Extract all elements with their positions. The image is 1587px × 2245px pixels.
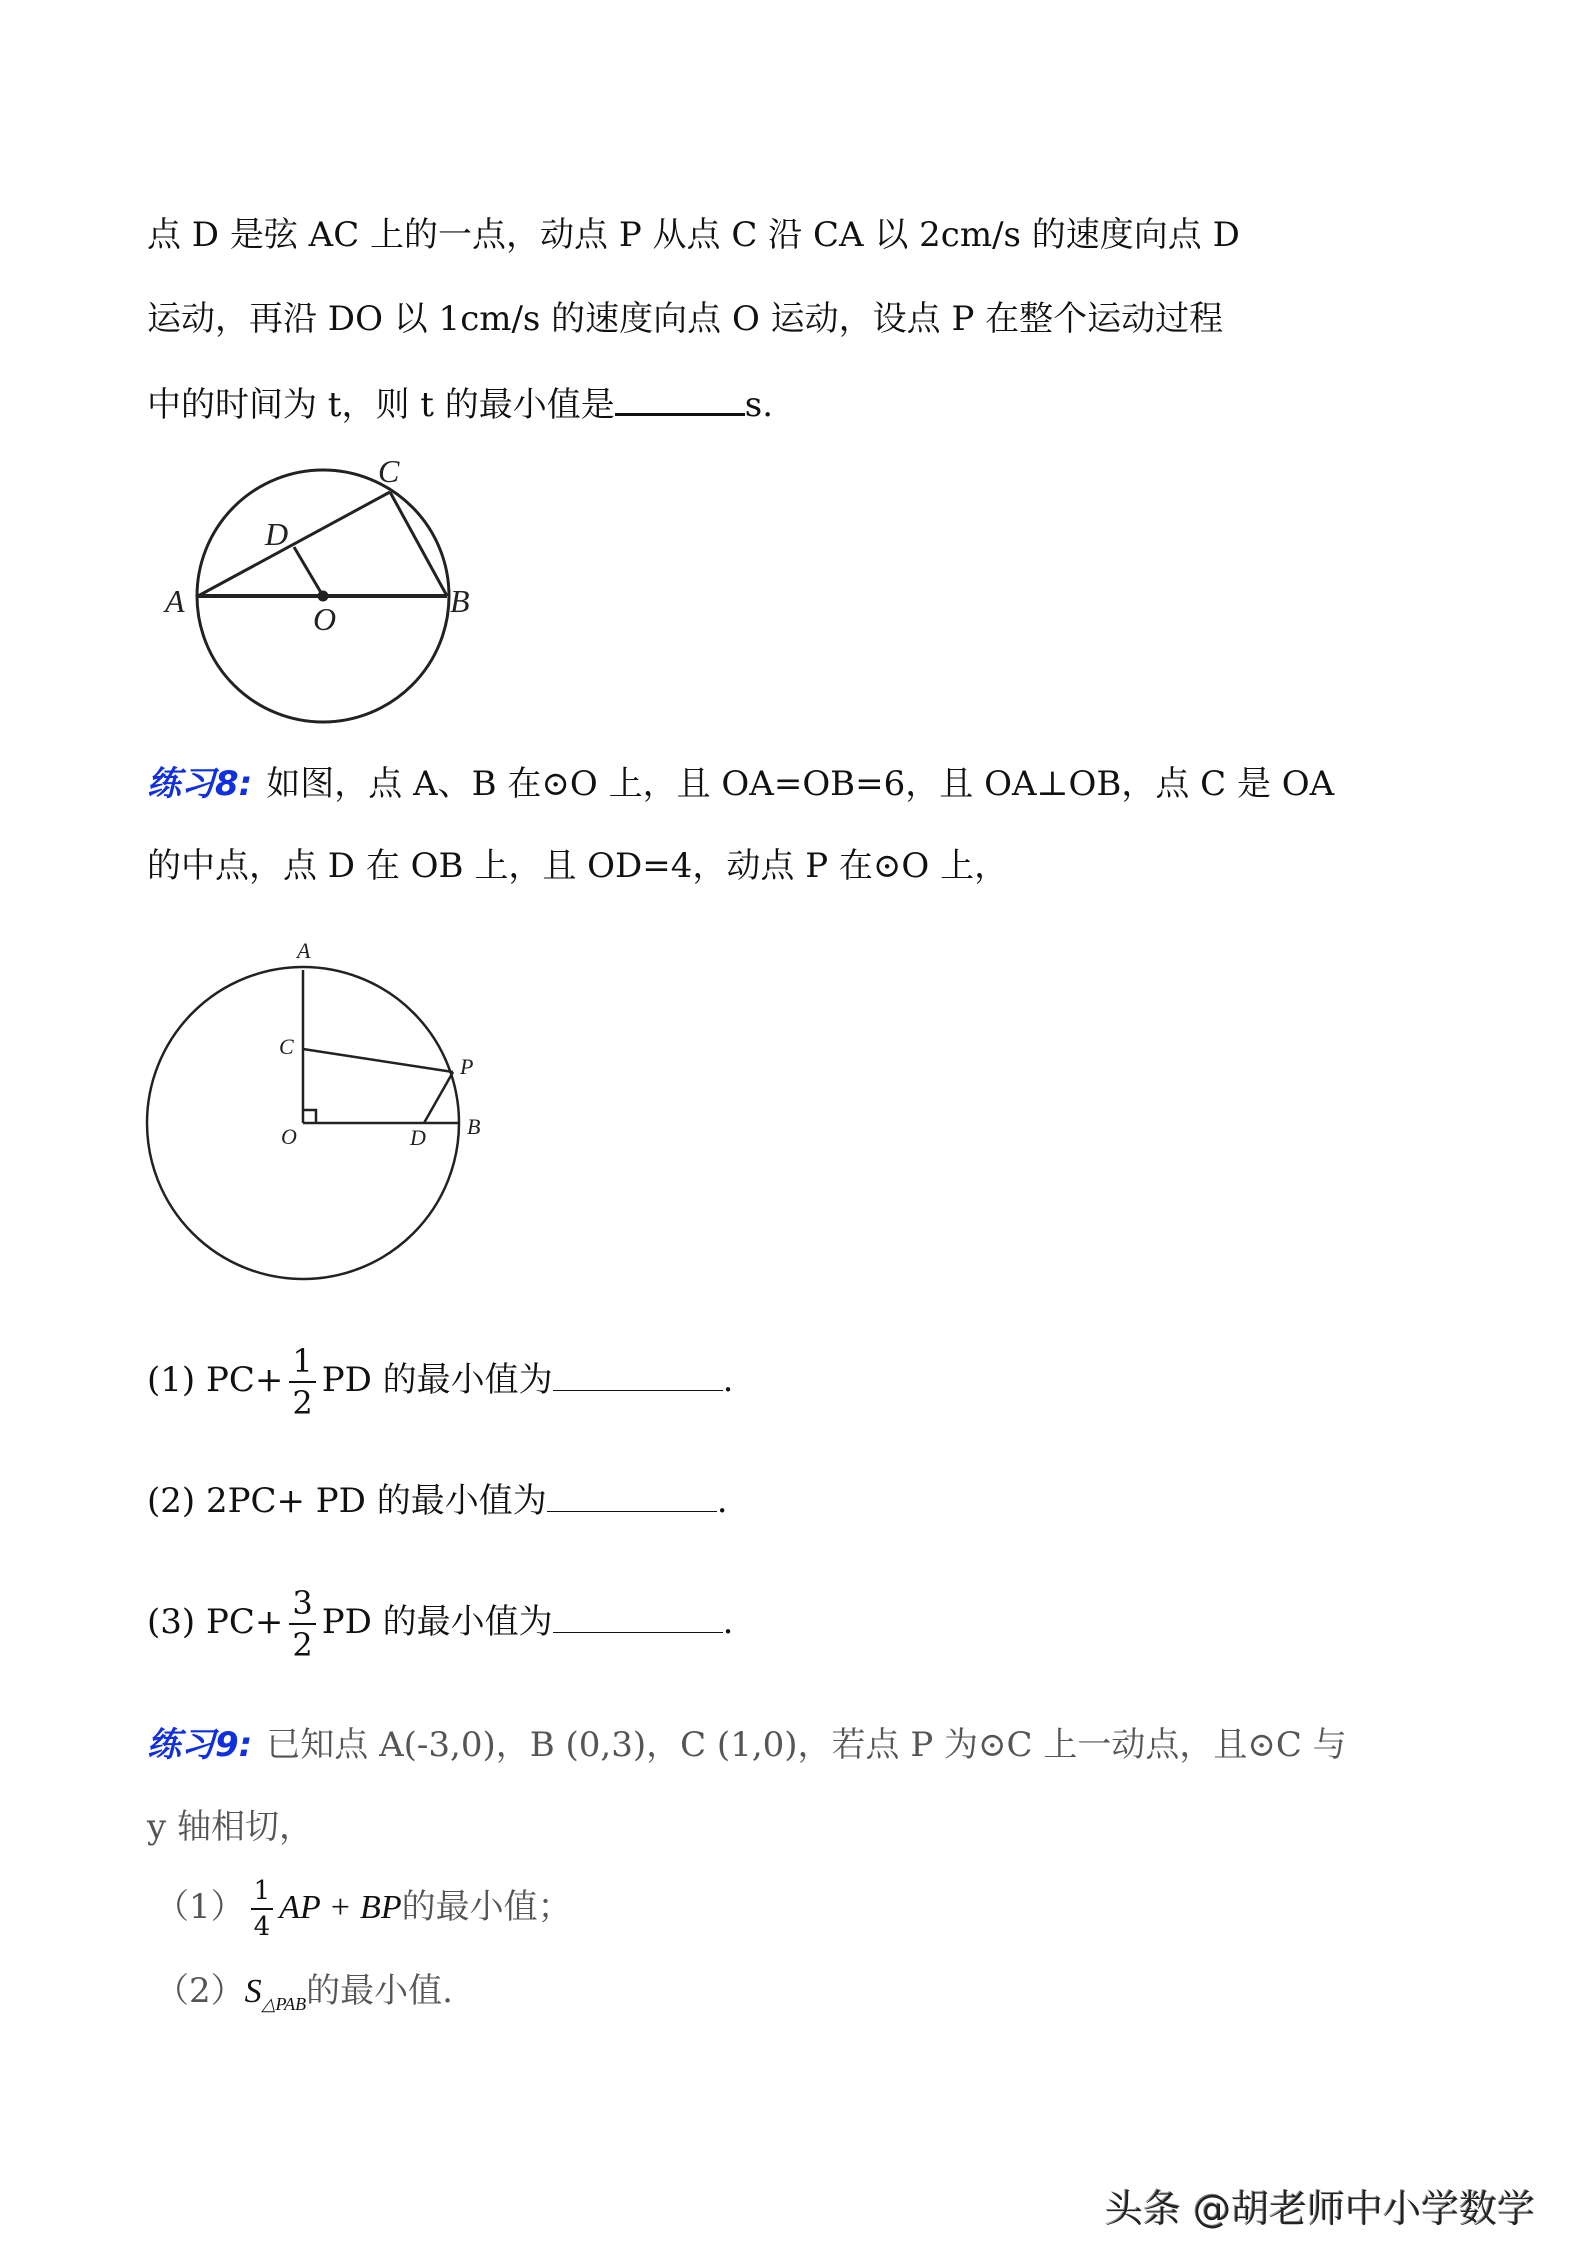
q2-prefix: （2） (155, 1971, 245, 2011)
problem9-line2: y 轴相切， (147, 1807, 314, 1847)
problem8-line2: 的中点，点 D 在 OB 上，且 OD=4，动点 P 在⊙O 上， (147, 846, 1009, 886)
fraction (289, 1584, 315, 1664)
answer-blank[interactable] (547, 1481, 717, 1512)
q1-prefix: （1） (155, 1887, 245, 1927)
q1-prefix: (1) PC+ (147, 1360, 284, 1400)
label-b: B (450, 583, 470, 619)
problem8-text: 如图，点 A、B 在⊙O 上，且 OA=OB=6，且 OA⊥OB，点 C 是 OA (266, 764, 1335, 804)
numerator: 3 (289, 1587, 315, 1625)
figure-problem7 (197, 470, 449, 722)
label-c: C (378, 453, 400, 489)
label-o: O (281, 1124, 297, 1149)
fraction (289, 1342, 315, 1422)
q2-end: . (716, 1481, 728, 1521)
q1-end: . (722, 1360, 734, 1400)
answer-blank[interactable] (553, 1360, 723, 1391)
problem9-text: 已知点 A(-3,0)，B (0,3)，C (1,0)，若点 P 为⊙C 上一动点，且⊙C 与 (266, 1725, 1347, 1765)
label-p: P (460, 1054, 474, 1079)
segment-do (294, 547, 323, 596)
problem8-line1 (147, 764, 1334, 804)
label-c: C (279, 1034, 294, 1059)
label-d: D (410, 1125, 426, 1150)
problem9-label: 练习9: (147, 1725, 253, 1765)
q3-suffix: PD 的最小值为 (321, 1602, 553, 1642)
problem9-q2 (155, 1971, 453, 2024)
q1-suffix: 的最小值； (401, 1887, 572, 1927)
area-symbol: S (244, 1973, 262, 2010)
label-b: B (467, 1114, 481, 1139)
figure-problem8 (147, 967, 459, 1279)
denominator: 2 (292, 1626, 313, 1664)
label-a: A (165, 583, 185, 619)
label-d: D (265, 516, 289, 552)
q3-prefix: (3) PC+ (147, 1602, 284, 1642)
label-a: A (297, 938, 311, 963)
numerator: 1 (251, 1878, 274, 1910)
problem7-line1: 点 D 是弦 AC 上的一点，动点 P 从点 C 沿 CA 以 2cm/s 的速度向点 D (147, 215, 1240, 255)
right-angle-mark (303, 1110, 316, 1123)
problem7-line3-end: s. (744, 385, 774, 425)
problem8-label: 练习8: (147, 764, 253, 804)
denominator: 4 (253, 1912, 271, 1942)
segment-pd (424, 1072, 453, 1123)
watermark: 头条 @胡老师中小学数学 (1105, 2187, 1536, 2231)
area-subscript: △PAB (261, 1993, 307, 2014)
expression: AP + BP (279, 1889, 402, 1926)
denominator: 2 (292, 1384, 313, 1422)
q2-prefix: (2) 2PC+ PD 的最小值为 (147, 1481, 547, 1521)
problem7-line2: 运动，再沿 DO 以 1cm/s 的速度向点 O 运动，设点 P 在整个运动过程 (147, 299, 1224, 339)
chord-ac (198, 492, 390, 596)
numerator: 1 (289, 1345, 315, 1383)
problem8-q2 (147, 1481, 728, 1521)
problem9-q1 (155, 1862, 572, 1953)
q1-suffix: PD 的最小值为 (321, 1360, 553, 1400)
answer-blank[interactable] (553, 1602, 723, 1633)
segment-cp (303, 1049, 453, 1072)
point-o (319, 592, 327, 600)
problem7-line3-text: 中的时间为 t，则 t 的最小值是 (147, 385, 615, 425)
q2-suffix: 的最小值. (306, 1971, 453, 2011)
problem9-line1 (147, 1725, 1347, 1765)
label-o: O (313, 601, 337, 637)
q3-end: . (722, 1602, 734, 1642)
fraction (251, 1878, 274, 1940)
problem8-q3 (147, 1577, 733, 1667)
problem8-q1 (147, 1335, 733, 1425)
